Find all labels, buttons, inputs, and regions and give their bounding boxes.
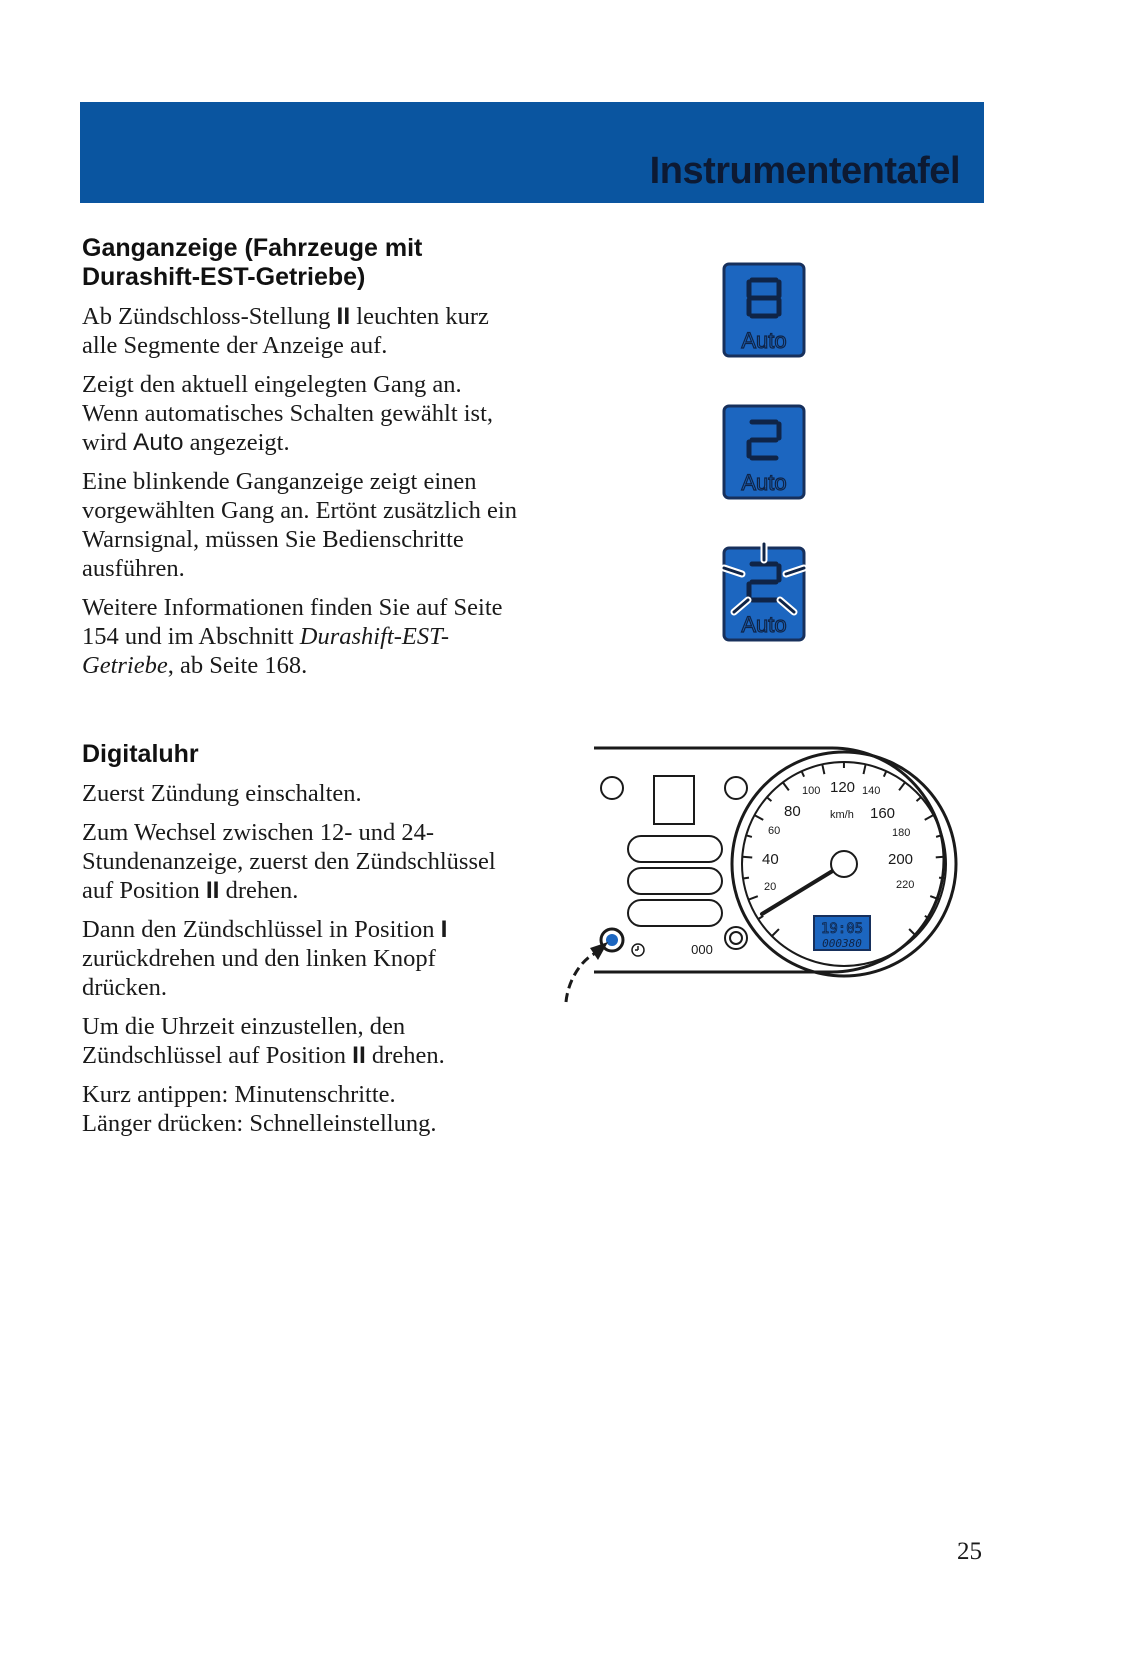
gear-display-gear-2	[722, 404, 806, 500]
clock-paragraph-5: Kurz antippen: Minutenschritte. Länger drücken: Schnelleinstellung.	[82, 1081, 437, 1137]
speedometer-tick	[802, 771, 804, 776]
gear-section	[82, 234, 522, 690]
speed-label-60: 60	[768, 825, 781, 837]
clock-time-readout: 19:05	[820, 921, 864, 937]
speedometer-tick	[742, 857, 752, 858]
clock-paragraph-3: Dann den Zündschlüssel in Position I zurückdrehen und den linken Knopf drücken.	[82, 916, 448, 1001]
clock-paragraph-2: Zum Wechsel zwischen 12- und 24-Stundenanzeige, zuerst den Zündschlüssel auf Position II drehen.	[82, 819, 496, 904]
gear-heading-bold: Ganganzeige	[82, 234, 238, 262]
speed-label-160: 160	[870, 805, 896, 822]
instrument-cluster-figure	[552, 740, 972, 1012]
speed-label-80: 80	[784, 803, 801, 820]
speed-label-40: 40	[762, 851, 779, 868]
indicator-slot-1	[628, 836, 722, 862]
indicator-slot-3	[628, 900, 722, 926]
trip-reset-button-inner	[730, 932, 742, 944]
auto-label: Auto	[741, 612, 787, 637]
gear-paragraph-2: Zeigt den aktuell eingelegten Gang an. Wenn automatisches Schalten gewählt ist, wird Auto angezeigt.	[82, 371, 494, 456]
clock-icon	[632, 944, 644, 956]
warning-lamp-right	[725, 777, 747, 799]
pointer-arrow-icon	[566, 952, 598, 1002]
auto-label: Auto	[741, 470, 787, 495]
speedometer-tick	[884, 771, 886, 776]
auto-label: Auto	[741, 328, 787, 353]
speedometer-tick	[783, 782, 789, 790]
speed-unit-label: km/h	[830, 809, 854, 821]
speed-label-140: 140	[862, 785, 881, 797]
gear-paragraph-3: Eine blinkende Ganganzeige zeigt einen vorgewählten Gang an. Ertönt zusätzlich ein Warnsignal, müssen Sie Bedienschritte ausführen.	[82, 468, 517, 582]
speed-label-180: 180	[892, 827, 911, 839]
gear-paragraph-1: Ab Zündschloss-Stellung II leuchten kurz alle Segmente der Anzeige auf.	[82, 303, 489, 359]
speedometer-tick	[909, 929, 916, 936]
lamp-square	[654, 776, 694, 824]
gear-heading-rest: (Fahrzeuge mit Durashift-EST-Getriebe)	[82, 234, 423, 291]
speedometer-tick	[917, 797, 922, 801]
clock-paragraph-4: Um die Uhrzeit einzustellen, den Zündschlüssel auf Position II drehen.	[82, 1013, 445, 1069]
speedometer-tick	[754, 815, 763, 820]
pointer-arrowhead-icon	[590, 942, 608, 960]
clock-paragraph-1: Zuerst Zündung einschalten.	[82, 780, 362, 807]
speedometer-tick	[743, 878, 749, 879]
speedometer-tick	[746, 835, 752, 837]
speedometer-tick	[772, 929, 779, 936]
gear-heading	[82, 234, 522, 292]
clock-section	[82, 740, 522, 1148]
speedometer-tick	[767, 797, 772, 801]
page-number: 25	[957, 1538, 982, 1565]
speedometer-tick	[925, 815, 934, 820]
clock-heading: Digitaluhr	[82, 740, 199, 768]
speed-label-20: 20	[764, 881, 777, 893]
clock-set-button-cap	[606, 934, 618, 946]
speedometer-tick	[936, 857, 946, 858]
warning-lamp-left	[601, 777, 623, 799]
speed-label-220: 220	[896, 879, 915, 891]
header-band	[80, 102, 984, 203]
speedometer-tick	[939, 878, 945, 879]
trip-reset-label: 000	[691, 942, 713, 957]
indicator-slot-2	[628, 868, 722, 894]
speedometer-tick	[758, 916, 763, 919]
gear-display-blinking	[722, 546, 806, 642]
gear-display-all-segments	[722, 262, 806, 358]
page-title: Instrumententafel	[649, 150, 960, 192]
speedometer-tick	[748, 896, 757, 899]
speed-label-200: 200	[888, 851, 914, 868]
needle-hub	[831, 851, 857, 877]
speedometer-tick	[899, 782, 905, 790]
trip-reset-button[interactable]	[725, 927, 747, 949]
odometer-readout: 000380	[822, 937, 862, 950]
speed-label-100: 100	[802, 785, 821, 797]
speedometer-tick	[864, 764, 866, 774]
speed-label-120: 120	[830, 779, 856, 796]
gear-paragraph-4: Weitere Informationen finden Sie auf Seite 154 und im Abschnitt Durashift-EST-Getriebe, ab Seite 168.	[82, 594, 503, 679]
speedometer-tick	[822, 764, 824, 774]
